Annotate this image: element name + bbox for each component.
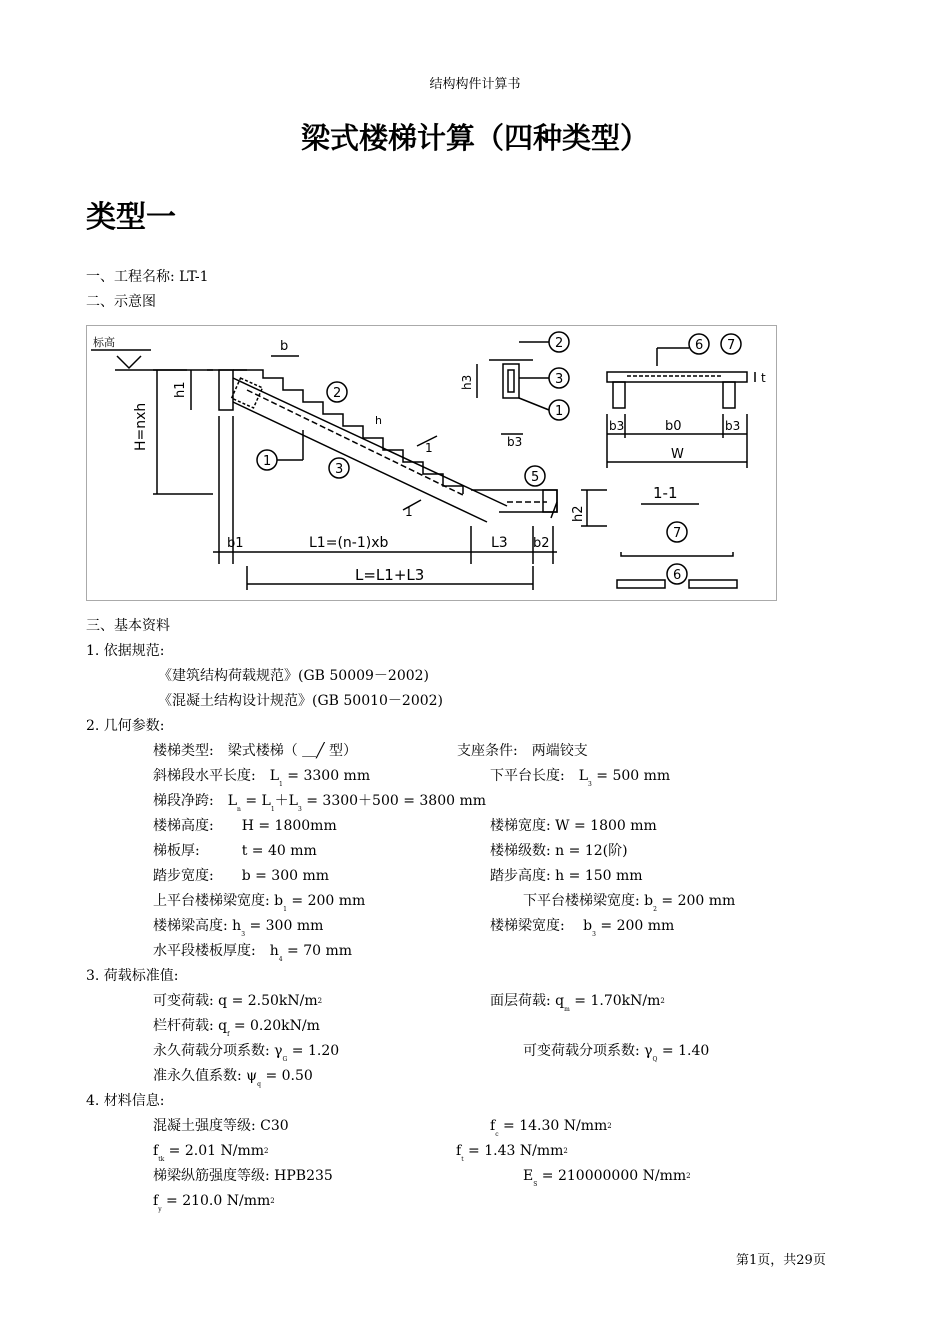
H-label: H=nxh [133,402,149,451]
geometry-title: 2. 几何参数: [86,718,165,734]
cross-section-detail [607,334,766,588]
param-h: 踏步高度: h = 150 mm [490,868,643,884]
cut-mark-upper: 1 [425,441,433,455]
material-title: 4. 材料信息: [86,1093,165,1109]
layer-callout-7: 7 [673,526,682,541]
detail-callout-3: 3 [555,372,564,387]
h3-label: h3 [460,374,474,390]
beam-section-detail [460,332,569,449]
mat-Es: $E_S = 210000000$ $N/mm^2$ [523,1168,691,1188]
code-2: 《混凝土结构设计规范》(GB 50010－2002) [158,693,444,709]
layer-callout-6: 6 [673,568,682,583]
section-b3-left: b3 [609,419,625,433]
stair-diagram [86,325,777,601]
h-label: h [375,414,382,427]
param-H: 楼梯高度: H = 1800mm [153,818,337,834]
elevation-label: 标高 [93,336,115,349]
height-dimension [133,370,213,494]
callout-1-label: 1 [263,454,272,469]
section-heading: 类型一 [86,200,176,235]
section-t-label: t [761,371,766,385]
section-b3-right: b3 [725,419,741,433]
b1-label: b1 [227,536,244,551]
cut-mark-lower: 1 [405,505,413,519]
load-q: 可变荷载: $q = 2.50kN/m^2$ [153,993,323,1009]
param-W: 楼梯宽度: W = 1800 mm [490,818,657,834]
param-b2: 下平台楼梯梁宽度: $b_2 = 200$ mm [523,893,736,913]
lower-landing [471,490,557,512]
elevation-mark [91,335,187,370]
section-callout-6: 6 [695,338,704,353]
running-header: 结构构件计算书 [429,77,521,92]
section-1-1-label: 1-1 [653,484,678,502]
diagram-heading: 二、示意图 [86,294,156,310]
section-callout-7: 7 [727,338,736,353]
concrete-grade: 混凝土强度等级: C30 [153,1118,289,1134]
detail-b3-label: b3 [507,435,523,449]
load-title: 3. 荷载标准值: [86,968,179,984]
param-Ln: 梯段净跨: $L_n = L_1+L_3 = 3300+500 = 3800$ mm [153,793,487,813]
section-b0-label: b0 [665,419,682,434]
b2-label: b2 [533,536,550,551]
basic-info-heading: 三、基本资料 [86,618,170,634]
param-L3: 下平台长度: $L_3 = 500$ mm [490,768,671,788]
detail-callout-1: 1 [555,404,564,419]
callout-3-label: 3 [335,462,344,477]
upper-beam [219,370,233,410]
L1-label: L1=(n-1)xb [309,535,389,551]
load-qf: 栏杆荷载: $q_f = 0.20kN/m$ [153,1018,320,1038]
mat-ftk: $f_{tk} = 2.01$ $N/mm^2$ [153,1143,269,1163]
section-W-label: W [671,447,684,462]
load-qm: 面层荷载: $q_m = 1.70kN/m^2$ [490,993,665,1013]
param-b: 踏步宽度: b = 300 mm [153,868,330,884]
callout-5-label: 5 [531,470,540,485]
support-condition: 支座条件: 两端铰支 [457,743,588,759]
page-title: 梁式楼梯计算（四种类型） [300,121,649,155]
h2-label: h2 [571,505,586,522]
load-psi: 准永久值系数: $\psi_q = 0.50$ [153,1068,313,1088]
b-label: b [280,339,289,354]
rebar-grade: 梯梁纵筋强度等级: HPB235 [153,1168,333,1184]
callout-2-label: 2 [333,386,342,401]
load-gamma-G: 永久荷载分项系数: $\gamma_G = 1.20$ [153,1043,340,1063]
mat-ft: $f_t = 1.43$ $N/mm^2$ [456,1143,568,1163]
page-number: 第1页，共29页 [736,1253,826,1268]
param-h4: 水平段楼板厚度: $h_4 = 70$ mm [153,943,353,963]
L-label: L=L1+L3 [355,566,425,584]
mat-fc: $f_c = 14.30$ $N/mm^2$ [490,1118,612,1138]
load-gamma-Q: 可变荷载分项系数: $\gamma_Q = 1.40$ [523,1043,710,1063]
project-name: 一、工程名称: LT-1 [86,269,209,285]
detail-callout-2: 2 [555,336,564,351]
code-1: 《建筑结构荷载规范》(GB 50009－2002) [158,668,430,684]
mat-fy: $f_y = 210.0$ $N/mm^2$ [153,1193,275,1213]
param-b3: 楼梯梁宽度: $b_3 = 200$ mm [490,918,675,938]
param-n: 楼梯级数: n = 12(阶) [490,843,628,859]
stair-type: 楼梯类型: 梁式楼梯（ ＿╱ 型） [153,743,358,759]
basis-title: 1. 依据规范: [86,643,165,659]
param-t: 梯板厚: t = 40 mm [153,843,317,859]
h1-label: h1 [173,381,188,398]
param-h3: 楼梯梁高度: $h_3 = 300$ mm [153,918,324,938]
param-b1: 上平台楼梯梁宽度: $b_1 = 200$ mm [153,893,366,913]
param-L1: 斜梯段水平长度: $L_1 = 3300$ mm [153,768,371,788]
L3-label: L3 [491,535,508,551]
